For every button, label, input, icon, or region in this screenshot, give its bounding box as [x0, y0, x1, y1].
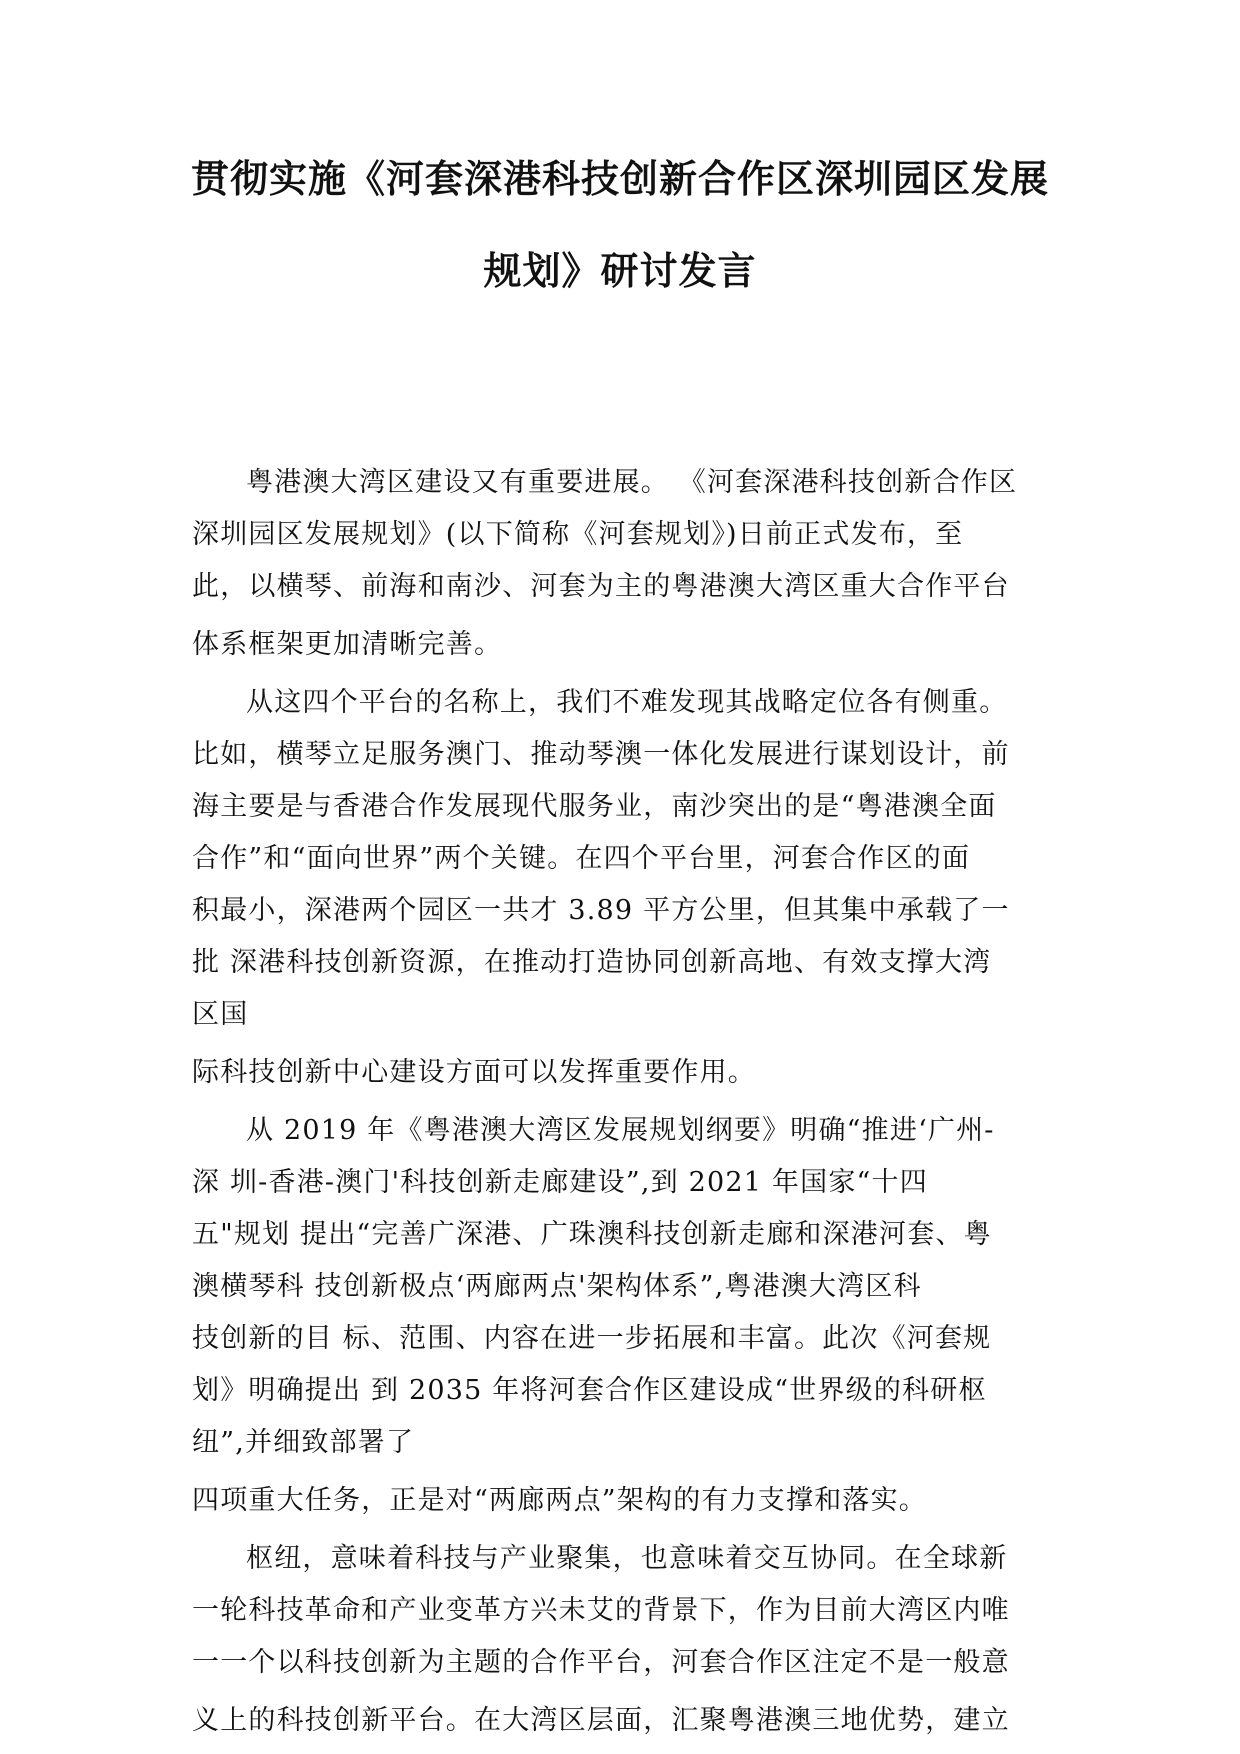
text-line: 批 深港科技创新资源，在推动打造协同创新高地、有效支撑大湾: [192, 947, 992, 978]
text-line: 此，以横琴、前海和南沙、河套为主的粤港澳大湾区重大合作平台: [192, 571, 1010, 602]
title-line-2: 规划》研讨发言: [483, 249, 757, 293]
text-line: 纽”,并细致部署了: [192, 1427, 415, 1458]
text-line: 体系框架更加清晰完善。: [192, 629, 503, 660]
text-line: 澳横琴科 技创新极点‘两廊两点'架构体系”,粤港澳大湾区科: [192, 1271, 922, 1302]
text-line: 技创新的目 标、范围、内容在进一步拓展和丰富。此次《河套规: [192, 1323, 992, 1354]
text-line: 义上的科技创新平台。在大湾区层面，汇聚粤港澳三地优势，建立: [192, 1705, 1010, 1736]
text-line: 从这四个平台的名称上，我们不难发现其战略定位各有侧重。: [246, 687, 1008, 718]
text-line: 合作”和“面向世界”两个关键。在四个平台里，河套合作区的面: [192, 843, 971, 874]
text-line: 枢纽，意味着科技与产业聚集，也意味着交互协同。在全球新: [246, 1543, 1008, 1574]
text-line: 深圳园区发展规划》(以下简称《河套规划》)日前正式发布，至: [192, 519, 964, 550]
title-line-1: 贯彻实施《河套深港科技创新合作区深圳园区发展: [190, 157, 1049, 201]
text-line: 一轮科技革命和产业变革方兴未艾的背景下，作为目前大湾区内唯: [192, 1595, 1010, 1626]
text-line: 一一个以科技创新为主题的合作平台，河套合作区注定不是一般意: [192, 1647, 1010, 1678]
text-line: 四项重大任务，正是对“两廊两点”架构的有力支撑和落实。: [192, 1485, 928, 1516]
text-line: 粤港澳大湾区建设又有重要进展。 《河套深港科技创新合作区: [246, 467, 1018, 498]
text-line: 五"规划 提出“完善广深港、广珠澳科技创新走廊和深港河套、粤: [192, 1219, 992, 1250]
text-line: 区国: [192, 999, 249, 1030]
text-line: 深 圳-香港-澳门'科技创新走廊建设”,到 2021 年国家“十四: [192, 1167, 928, 1198]
text-line: 划》明确提出 到 2035 年将河套合作区建设成“世界级的科研枢: [192, 1375, 987, 1406]
text-line: 从 2019 年《粤港澳大湾区发展规划纲要》明确“推进‘广州-: [246, 1115, 995, 1146]
text-line: 际科技创新中心建设方面可以发挥重要作用。: [192, 1057, 756, 1088]
text-line: 比如，横琴立足服务澳门、推动琴澳一体化发展进行谋划设计，前: [192, 739, 1010, 770]
text-line: 积最小，深港两个园区一共才 3.89 平方公里，但其集中承载了一: [192, 895, 1010, 926]
text-line: 海主要是与香港合作发展现代服务业，南沙突出的是“粤港澳全面: [192, 791, 997, 822]
